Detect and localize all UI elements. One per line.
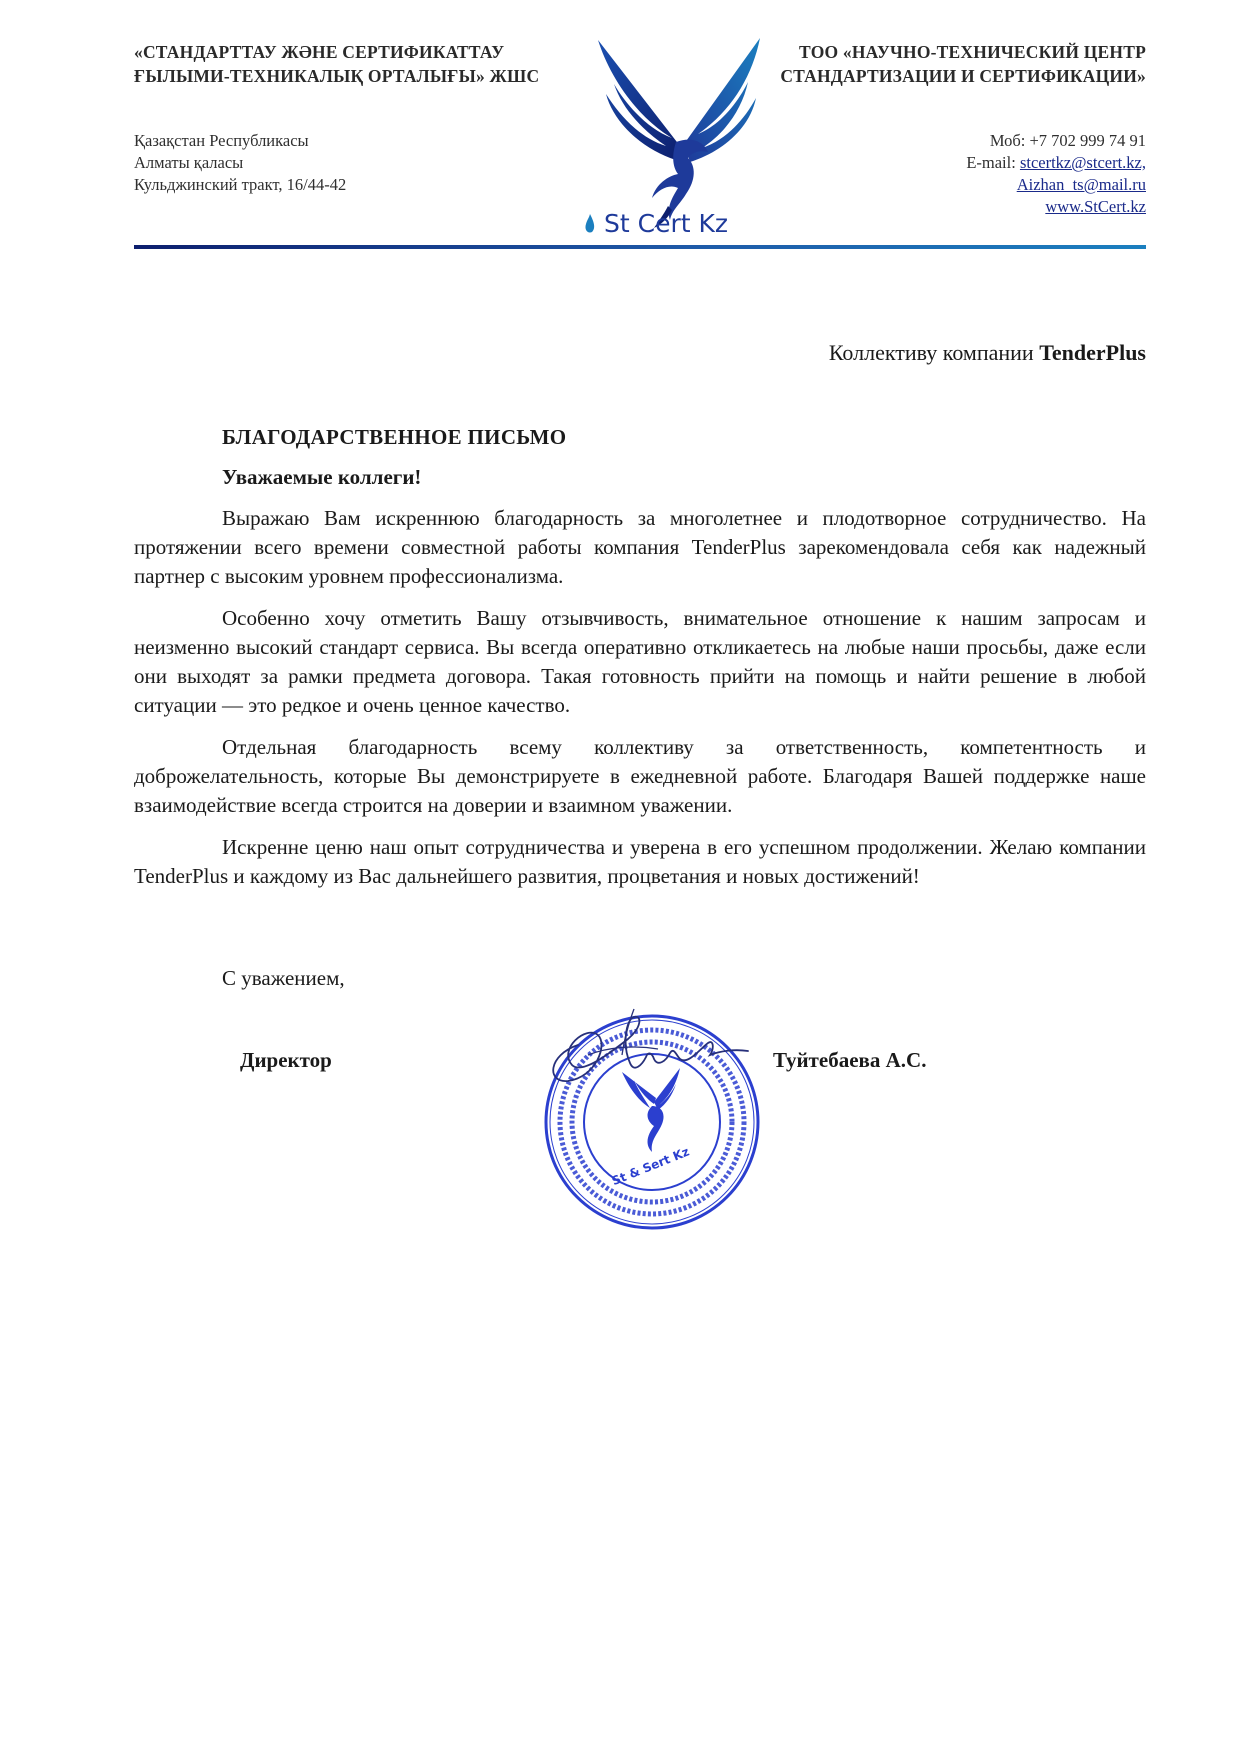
organization-name-kz-line2: ҒЫЛЫМИ-ТЕХНИКАЛЫҚ ОРТАЛЫҒЫ» ЖШС [134,66,540,86]
signer-name: Туйтебаева А.С. [773,1048,927,1072]
logo-text: St Cert Kz [604,209,728,238]
website-link[interactable]: www.StCert.kz [1045,197,1146,216]
paragraph-2: Особенно хочу отметить Вашу отзывчивость, внимательное отношение к нашим запросам и неизменно высокий стандарт сервиса. Вы всегда оперативно откликаетесь на любые наши просьбы, даже если они выходят за рамки предмета договора. Такая готовность прийти на помощь и найти решение в любой ситуации — это редкое и очень ценное качество. [134,606,1146,717]
letter-body [134,504,1146,904]
logo-drop-icon [585,214,594,233]
email-link-primary[interactable]: stcertkz@stcert.kz, [1019,153,1146,172]
address-line-country: Қазақстан Республикасы [134,131,309,150]
company-logo [580,38,780,240]
company-address [134,130,346,196]
paragraph-1: Выражаю Вам искреннюю благодарность за многолетнее и плодотворное сотрудничество. На протяжении всего времени совместной работы компания TenderPlus зарекомендовала себя как надежный партнер с высоким уровнем профессионализма. [134,506,1146,588]
paragraph-4: Искренне ценю наш опыт сотрудничества и уверена в его успешном продолжении. Желаю компании TenderPlus и каждому из Вас дальнейшего развития, процветания и новых достижений! [134,835,1146,888]
phone-number: Моб: +7 702 999 74 91 [989,131,1146,150]
organization-name-kz [134,40,539,88]
email-line [966,152,1146,174]
recipient-company: TenderPlus [1039,340,1146,365]
pegasus-icon [598,38,760,228]
email-label: E-mail: [966,153,1020,172]
organization-name-ru-line2: СТАНДАРТИЗАЦИИ И СЕРТИФИКАЦИИ» [780,66,1146,86]
organization-name-ru-line1: ТОО «НАУЧНО-ТЕХНИЧЕСКИЙ ЦЕНТР [799,42,1146,62]
paragraph-3: Отдельная благодарность всему коллективу за ответственность, компетентность и доброжелательность, которые Вы демонстрируете в ежедневной работе. Благодаря Вашей поддержке наше взаимодействие всегда строится на доверии и взаимном уважении. [134,735,1146,817]
organization-name-kz-line1: «СТАНДАРТТАУ ЖӘНЕ СЕРТИФИКАТТАУ [134,42,505,62]
stamp-text: St & Sert Kz [609,1144,692,1189]
greeting: Уважаемые коллеги! [222,465,422,489]
address-line-city: Алматы қаласы [134,153,244,172]
document-title: БЛАГОДАРСТВЕННОЕ ПИСЬМО [222,425,567,449]
recipient-prefix: Коллективу компании [828,340,1040,365]
header-divider [134,245,1146,249]
signer-position: Директор [240,1048,332,1072]
email-link-secondary[interactable]: Aizhan_ts@mail.ru [1016,175,1146,194]
organization-name-ru [780,40,1146,88]
address-line-street: Кульджинский тракт, 16/44-42 [134,175,347,194]
closing-phrase: С уважением, [222,966,345,990]
handwritten-signature [538,1005,758,1105]
company-contacts [966,130,1146,218]
recipient-line [829,340,1146,366]
